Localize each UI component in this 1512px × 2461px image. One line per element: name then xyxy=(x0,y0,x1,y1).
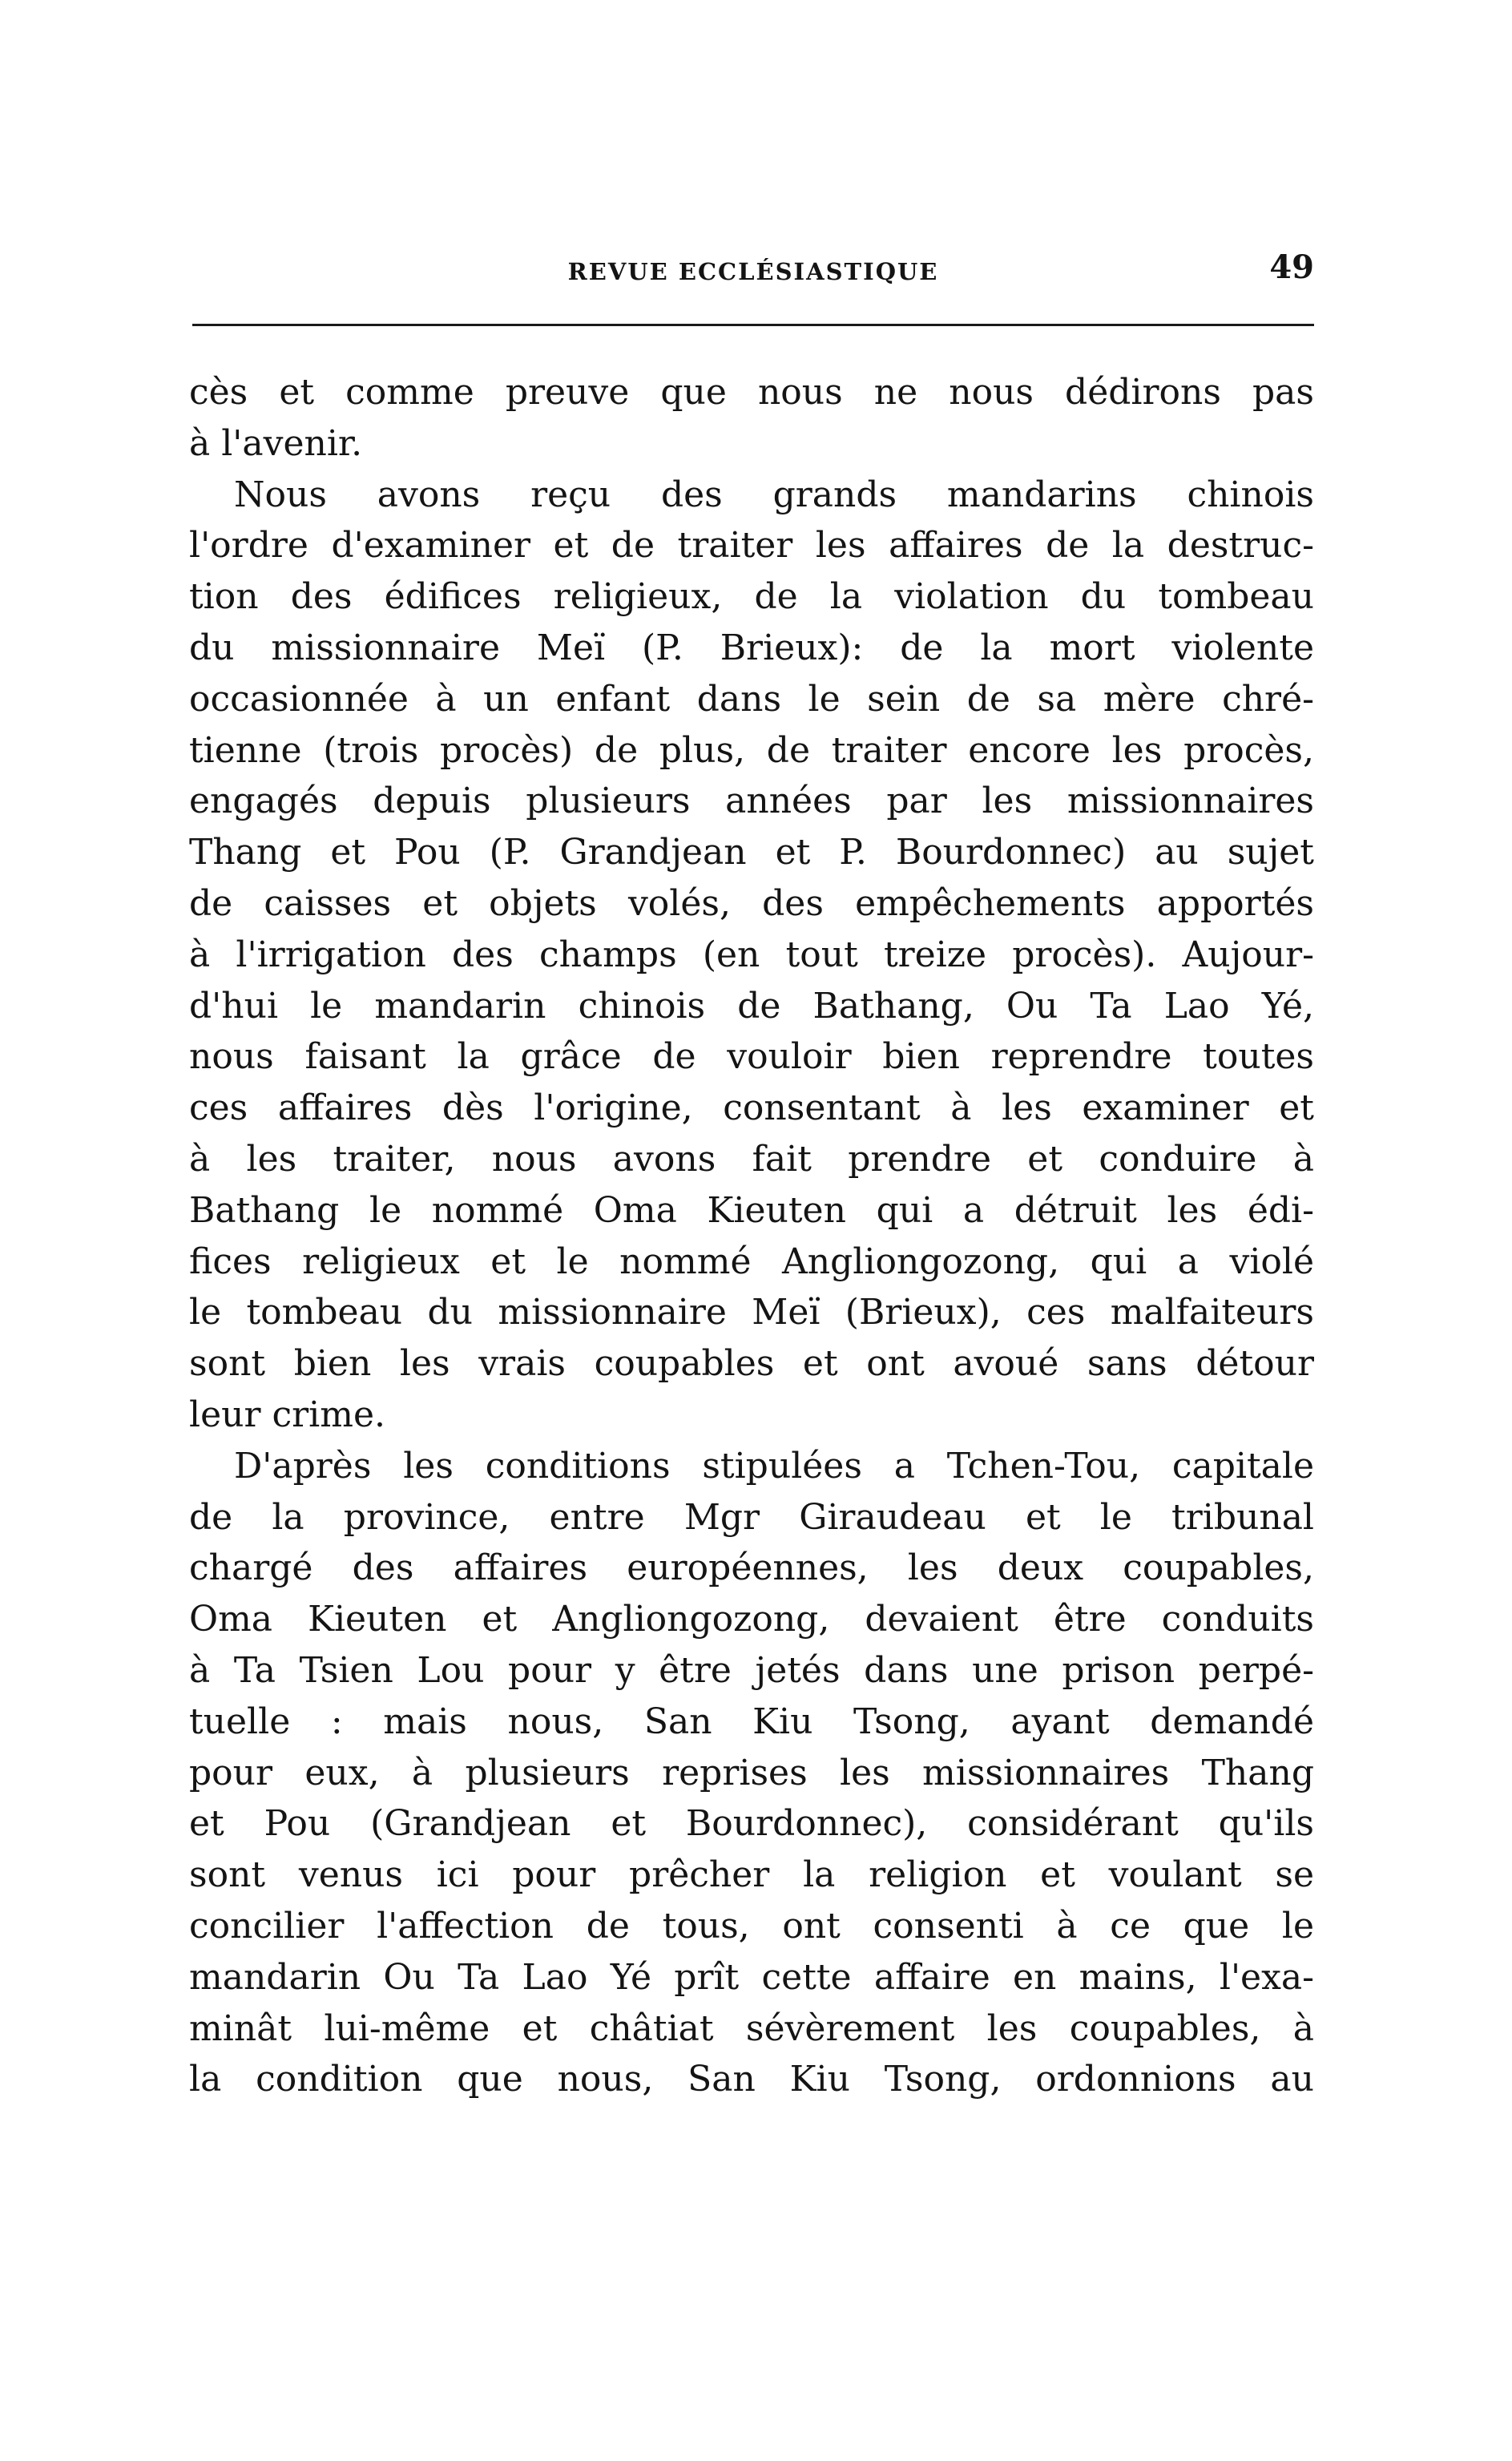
header-rule xyxy=(192,324,1314,326)
text-line: engagés depuis plusieurs années par les missionnaires xyxy=(189,781,1314,822)
text-line: Oma Kieuten et Angliongozong, devaient être conduits xyxy=(189,1599,1314,1640)
text-line: pour eux, à plusieurs reprises les missionnaires Thang xyxy=(189,1752,1314,1793)
text-line: fices religieux et le nommé Angliongozong, qui a violé xyxy=(189,1241,1314,1282)
text-line: de caisses et objets volés, des empêchements apportés xyxy=(189,882,1314,924)
text-line: tuelle : mais nous, San Kiu Tsong, ayant demandé xyxy=(189,1701,1314,1742)
text-line: l'ordre d'examiner et de traiter les affaires de la destruc- xyxy=(189,525,1314,567)
text-line: mandarin Ou Ta Lao Yé prît cette affaire en mains, l'exa- xyxy=(189,1956,1314,1998)
text-line: occasionnée à un enfant dans le sein de sa mère chré- xyxy=(189,678,1314,720)
text-line: minât lui-même et châtiat sévèrement les coupables, à xyxy=(189,2007,1314,2049)
text-line: d'hui le mandarin chinois de Bathang, Ou Ta Lao Yé, xyxy=(189,985,1314,1027)
text-line: cès et comme preuve que nous ne nous dédirons pas xyxy=(189,372,1314,413)
text-line: à Ta Tsien Lou pour y être jetés dans une prison perpé- xyxy=(189,1649,1314,1691)
text-line: à l'irrigation des champs (en tout treize procès). Aujour- xyxy=(189,934,1314,975)
text-line: Nous avons reçu des grands mandarins chinois xyxy=(234,474,1314,515)
running-title: REVUE ECCLÉSIASTIQUE xyxy=(567,258,939,285)
text-line: tienne (trois procès) de plus, de traiter encore les procès, xyxy=(189,729,1314,771)
text-line: et Pou (Grandjean et Bourdonnec), considérant qu'ils xyxy=(189,1803,1314,1845)
text-line: de la province, entre Mgr Giraudeau et le tribunal xyxy=(189,1496,1314,1538)
text-line: tion des édifices religieux, de la violation du tombeau xyxy=(189,576,1314,618)
text-line: du missionnaire Meï (P. Brieux): de la mort violente xyxy=(189,627,1314,668)
text-line: concilier l'affection de tous, ont consenti à ce que le xyxy=(189,1905,1314,1947)
running-head xyxy=(192,248,1314,297)
text-line: la condition que nous, San Kiu Tsong, ordonnions au xyxy=(189,2059,1314,2100)
text-line: D'après les conditions stipulées a Tchen-Tou, capitale xyxy=(234,1445,1314,1487)
text-line: chargé des affaires européennes, les deux coupables, xyxy=(189,1547,1314,1589)
text-line: sont venus ici pour prêcher la religion et voulant se xyxy=(189,1854,1314,1896)
text-line: Bathang le nommé Oma Kieuten qui a détruit les édi- xyxy=(189,1189,1314,1231)
page-number: 49 xyxy=(1269,248,1314,286)
text-line: à les traiter, nous avons fait prendre et conduire à xyxy=(189,1138,1314,1180)
body-text xyxy=(189,367,1314,2105)
text-line: le tombeau du missionnaire Meï (Brieux), ces malfaiteurs xyxy=(189,1292,1314,1333)
text-line: ces affaires dès l'origine, consentant à les examiner et xyxy=(189,1087,1314,1129)
text-line: sont bien les vrais coupables et ont avoué sans détour xyxy=(189,1343,1314,1385)
text-line: à l'avenir. xyxy=(189,422,363,464)
text-line: nous faisant la grâce de vouloir bien reprendre toutes xyxy=(189,1036,1314,1078)
text-line: leur crime. xyxy=(189,1394,385,1435)
text-line: Thang et Pou (P. Grandjean et P. Bourdonnec) au sujet xyxy=(189,832,1314,873)
